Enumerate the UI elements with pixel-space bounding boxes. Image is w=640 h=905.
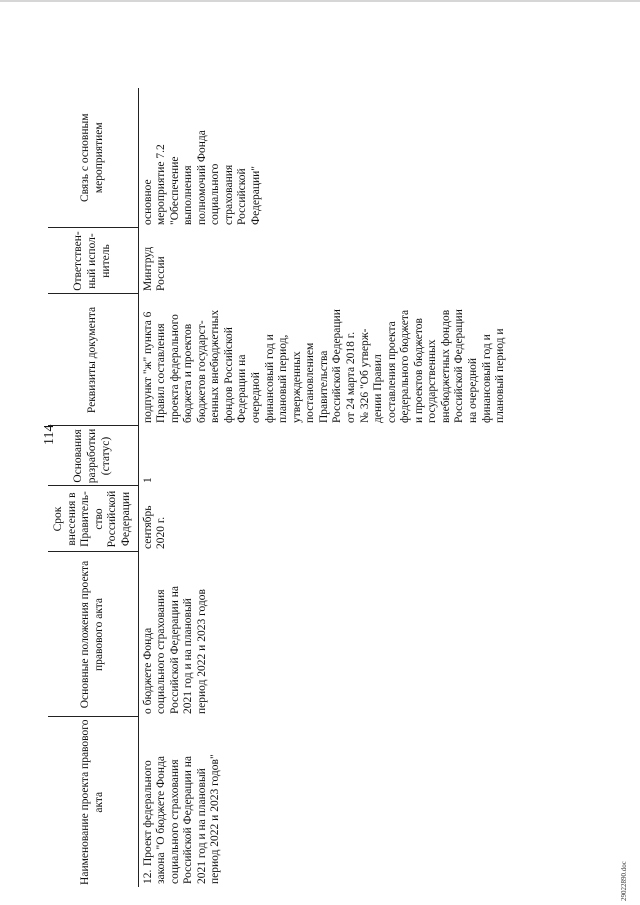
header-act-name: Наименование проекта правового акта <box>48 717 138 887</box>
header-link: Связь с основным мероприятием <box>48 88 138 228</box>
cell-executor: Минтруд России <box>138 228 640 294</box>
header-deadline: Срок внесения в Правитель-ство Российской Федерации <box>48 486 138 552</box>
legislative-plan-table <box>48 88 640 887</box>
cell-basis: 1 <box>138 426 640 486</box>
header-basis: Основания разработки (статус) <box>48 426 138 486</box>
cell-link: основное мероприятие 7.2 "Обеспечение выполнения полномочий Фонда социального страхования Российской Федерации" <box>138 88 640 228</box>
cell-deadline: сентябрь 2020 г. <box>138 486 640 552</box>
header-executor: Ответствен-ный испол-нитель <box>48 228 138 294</box>
page-number: 114 <box>42 424 57 445</box>
header-provisions: Основные положения проекта правового акта <box>48 552 138 717</box>
header-requisites: Реквизиты документа <box>48 294 138 426</box>
act-name-text: Проект федерального закона "О бюджете Фонда социального страхования Российской Федерации на 2021 год и на плановый период 2022 и 2023 годов" <box>141 754 222 884</box>
table-row <box>138 88 640 887</box>
cell-act-name <box>138 717 640 887</box>
row-number: 12. <box>141 869 154 884</box>
cell-requisites: подпункт "ж" пункта 6 Правил составления проекта федерального бюджета и проектов бюджетов государст- венных внебюджетных фондов Российской Федерации на очередной финансовый год и плановый период, утвержденных постановлением Правительства Российской Федерации от 24 марта 2018 г. № 326 "Об утверж- дении Правил составления проекта федерального бюджета и проектов бюджетов государственных внебюджетных фондов Российской Федерации на очередной финансовый год и плановый период и <box>138 294 640 426</box>
cell-provisions: о бюджете Фонда социального страхования Российской Федерации на 2021 год и на плановый период 2022 и 2023 годов <box>138 552 640 717</box>
document-code: 29022890.doc <box>620 861 628 901</box>
